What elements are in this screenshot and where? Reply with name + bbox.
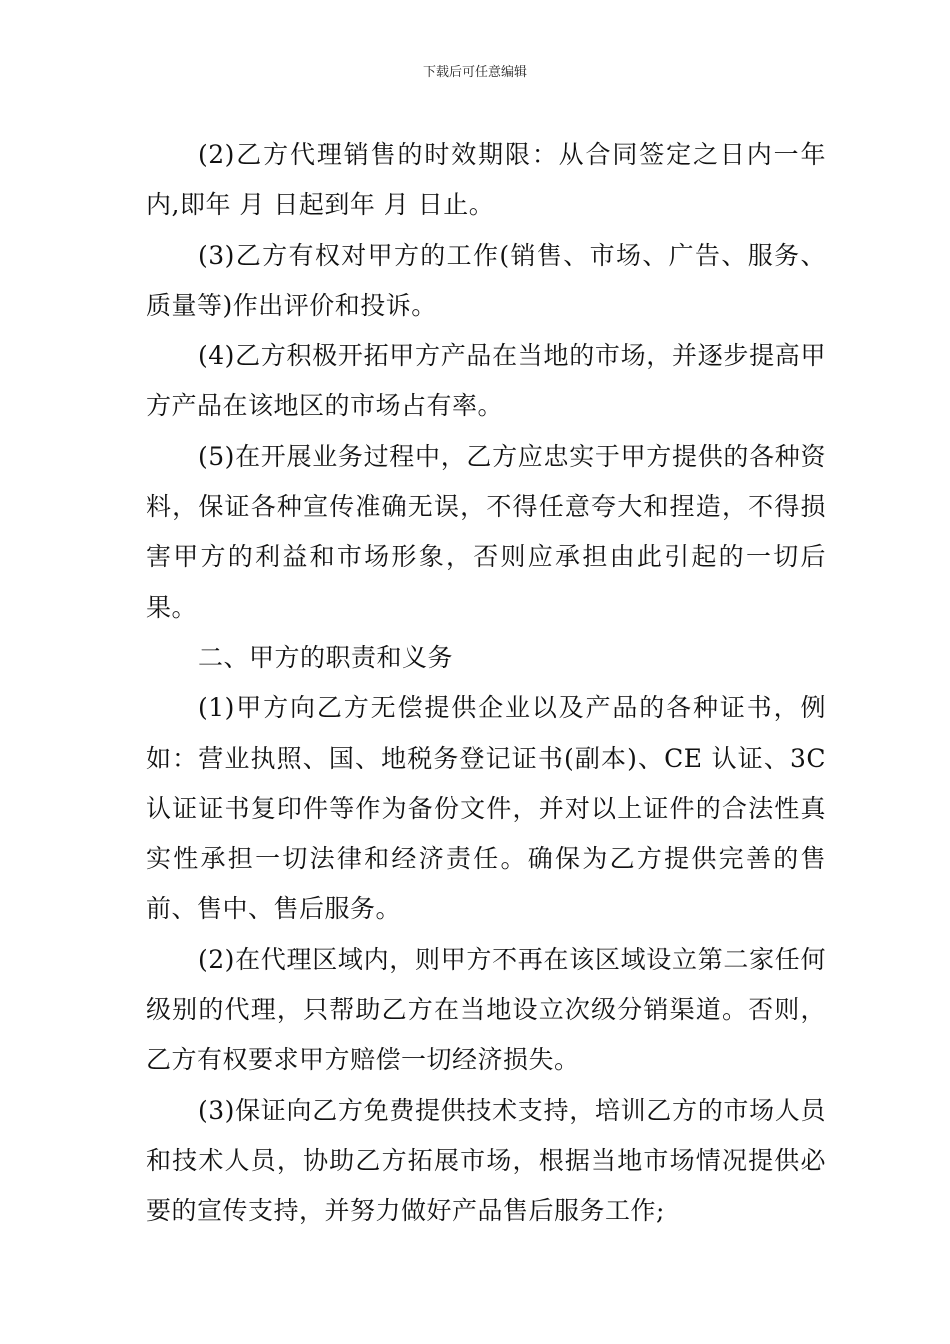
paragraph-market-expansion: (4)乙方积极开拓甲方产品在当地的市场，并逐步提高甲方产品在该地区的市场占有率。 <box>146 341 826 421</box>
paragraph-faithful-promotion: (5)在开展业务过程中，乙方应忠实于甲方提供的各种资料，保证各种宣传准确无误，不得任意夸大和捏造，不得损害甲方的利益和市场形象，否则应承担由此引起的一切后果。 <box>146 441 826 622</box>
page-header-note: 下载后可任意编辑 <box>422 65 527 80</box>
paragraph-certificates: (1)甲方向乙方无偿提供企业以及产品的各种证书，例如：营业执照、国、地税务登记证书(副本)、CE 认证、3C 认证证书复印件等作为备份文件，并对以上证件的合法性真实性承担一切法律和经济责任。确保为乙方提供完善的售前、售中、售后服务。 <box>146 693 826 924</box>
section-heading-party-a-duties: 二、甲方的职责和义务 <box>198 642 454 672</box>
paragraph-exclusive-region: (2)在代理区域内，则甲方不再在该区域设立第二家任何级别的代理，只帮助乙方在当地设立次级分销渠道。否则，乙方有权要求甲方赔偿一切经济损失。 <box>146 944 826 1075</box>
paragraph-evaluation-right: (3)乙方有权对甲方的工作(销售、市场、广告、服务、质量等)作出评价和投诉。 <box>146 240 826 320</box>
paragraph-technical-support: (3)保证向乙方免费提供技术支持，培训乙方的市场人员和技术人员，协助乙方拓展市场，根据当地市场情况提供必要的宣传支持，并努力做好产品售后服务工作; <box>146 1095 826 1226</box>
paragraph-agency-term: (2)乙方代理销售的时效期限：从合同签定之日内一年内,即年 月 日起到年 月 日止。 <box>146 140 826 220</box>
document-body <box>146 130 826 1237</box>
